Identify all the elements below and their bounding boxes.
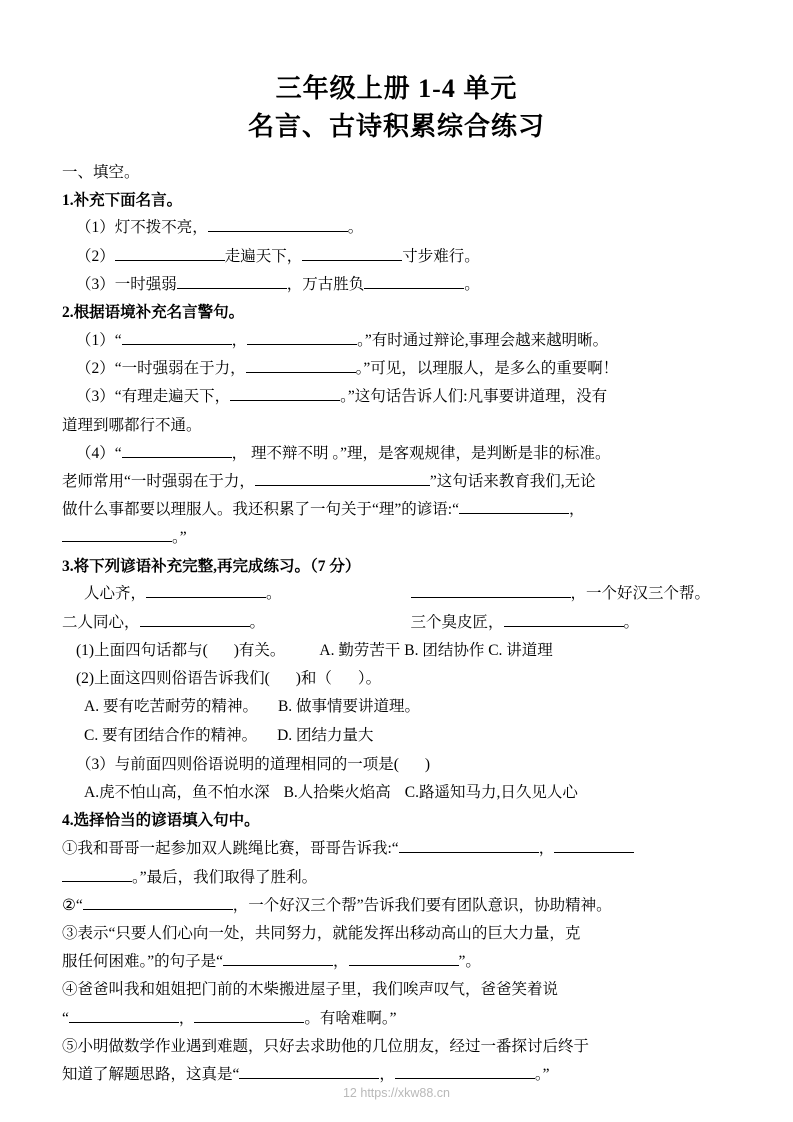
q3-sub-1-options[interactable]: A. 勤劳苦干 B. 团结协作 C. 讲道理 xyxy=(319,641,553,659)
answer-blank[interactable] xyxy=(208,216,348,233)
q2-item-4-cont-1 xyxy=(62,468,731,496)
q4-item-5-text-c: ， xyxy=(379,1065,395,1083)
q3-sub-2-option-b[interactable]: B. 做事情要讲道理。 xyxy=(277,698,421,716)
q4-item-5 xyxy=(62,1033,731,1061)
answer-blank[interactable] xyxy=(255,469,430,486)
q1-item-3 xyxy=(62,271,731,299)
answer-blank[interactable] xyxy=(223,950,333,967)
q2-item-3-text-a: （3）“有理走遍天下， xyxy=(76,388,231,406)
q4-item-3-cont xyxy=(62,948,731,976)
q1-item-1-end: 。 xyxy=(347,219,364,237)
q1-item-2-text-c: 寸步难行。 xyxy=(402,247,480,265)
q2-item-4-cont-2 xyxy=(62,496,731,524)
q3-proverb-2-text: ，一个好汉三个帮。 xyxy=(570,585,711,603)
q1-item-2-text-a: （2） xyxy=(76,247,115,265)
q1-item-2-text-b: 走遍天下， xyxy=(224,247,303,265)
q3-sub-3-option-c[interactable]: C.路遥知马力,日久见人心 xyxy=(404,783,578,801)
answer-blank[interactable] xyxy=(395,1062,535,1079)
q4-item-5-cont xyxy=(62,1061,731,1089)
q3-proverb-3-text-b: 。 xyxy=(249,613,266,631)
q3-proverb-row-1 xyxy=(62,580,731,608)
q3-sub-3-text-a: （3）与前面四则俗语说明的道理相同的一项是( xyxy=(76,755,399,773)
q2-item-2-text-b: 。”可见，以理服人，是多么的重要啊！ xyxy=(355,360,619,378)
q2-item-4-cont-text-e: 。” xyxy=(172,529,187,547)
q4-item-3-text-a: ③表示“只要人们心向一处，共同努力，就能发挥出移动高山的巨大力量，克 xyxy=(62,924,581,942)
answer-blank[interactable] xyxy=(554,837,634,854)
q3-sub-3-text-b: ) xyxy=(424,755,431,773)
page-title-line-2: 名言、古诗积累综合练习 xyxy=(247,111,545,141)
q2-item-4-text-b: ， 理不辩不明 。”理，是客观规律，是判断是非的标准。 xyxy=(231,444,611,462)
q4-item-2-text-a: ②“ xyxy=(62,896,83,914)
answer-blank[interactable] xyxy=(140,610,250,627)
answer-blank[interactable] xyxy=(177,272,287,289)
q3-sub-2-option-d[interactable]: D. 团结力量大 xyxy=(277,726,374,744)
q4-item-1 xyxy=(62,835,731,863)
q2-item-1-text-b: ， xyxy=(231,331,248,349)
q3-proverb-3-text-a: 二人同心， xyxy=(62,613,140,631)
answer-blank[interactable] xyxy=(83,893,233,910)
q3-proverb-2 xyxy=(397,580,732,608)
q2-item-4-cont-text-c: 做什么事都要以理服人。我还积累了一句关于“理”的谚语:“ xyxy=(62,501,459,519)
q4-item-1-text-b: ， xyxy=(538,840,555,858)
q4-item-5-text-b: 知道了解题思路，这真是“ xyxy=(62,1065,240,1083)
q4-item-3-text-d: ”。 xyxy=(458,953,481,971)
question-3-heading: 3.将下列谚语补充完整,再完成练习。（7 分） xyxy=(62,557,361,575)
q1-item-1 xyxy=(62,214,731,242)
answer-blank[interactable] xyxy=(246,357,356,374)
answer-blank[interactable] xyxy=(62,526,172,543)
q3-sub-1-text-a: (1)上面四句话都与( xyxy=(76,641,208,659)
answer-blank[interactable] xyxy=(230,385,340,402)
q2-item-1-text-a: （1）“ xyxy=(76,331,122,349)
q2-item-3-cont: 道理到哪都行不通。 xyxy=(62,416,202,434)
q4-item-4-cont xyxy=(62,1005,731,1033)
page-title-line-1: 三年级上册 1-4 单元 xyxy=(275,74,518,103)
q4-item-3 xyxy=(62,920,731,948)
q4-item-1-text-c: 。”最后，我们取得了胜利。 xyxy=(132,868,318,886)
q2-item-4-cont-3 xyxy=(62,524,731,552)
answer-blank[interactable] xyxy=(69,1006,179,1023)
q3-sub-2-option-c[interactable]: C. 要有团结合作的精神。 xyxy=(84,726,258,744)
q2-item-1-text-c: 。”有时通过辩论,事理会越来越明晰。 xyxy=(357,331,609,349)
answer-blank[interactable] xyxy=(364,272,464,289)
q3-proverb-4 xyxy=(397,609,732,637)
q3-sub-2-text-c: ）。 xyxy=(357,670,382,688)
q3-proverb-1-text-b: 。 xyxy=(266,585,282,603)
q4-item-5-text-a: ⑤小明做数学作业遇到难题，只好去求助他的几位朋友，经过一番探讨后终于 xyxy=(62,1037,590,1055)
answer-blank[interactable] xyxy=(504,610,624,627)
question-4-heading: 4.选择恰当的谚语填入句中。 xyxy=(62,812,260,830)
answer-blank[interactable] xyxy=(194,1006,304,1023)
q3-proverb-1-text-a: 人心齐， xyxy=(84,585,147,603)
page-footer: 12 https://xkw88.cn xyxy=(342,1086,450,1100)
answer-blank[interactable] xyxy=(302,244,402,261)
q1-item-1-text: （1）灯不拨不亮， xyxy=(76,219,208,237)
q2-item-3-text-b: 。”这句话告诉人们:凡事要讲道理，没有 xyxy=(340,388,608,406)
q3-sub-3-option-a[interactable]: A.虎不怕山高，鱼不怕水深 xyxy=(84,783,270,801)
answer-blank[interactable] xyxy=(399,837,539,854)
q2-item-2-text-a: （2）“一时强弱在于力， xyxy=(76,360,246,378)
q2-item-4-text-a: （4）“ xyxy=(76,444,122,462)
answer-blank[interactable] xyxy=(247,328,357,345)
question-2-heading: 2.根据语境补充名言警句。 xyxy=(62,304,245,321)
answer-blank[interactable] xyxy=(62,865,132,882)
q4-item-1-text-a: ①我和哥哥一起参加双人跳绳比赛，哥哥告诉我:“ xyxy=(62,840,399,858)
q3-proverb-4-text-b: 。 xyxy=(623,613,640,631)
answer-blank[interactable] xyxy=(115,244,225,261)
q3-proverb-row-2 xyxy=(62,609,731,637)
q3-sub-2-options-row-1 xyxy=(62,693,731,722)
q3-sub-2-options-row-2 xyxy=(62,722,731,751)
answer-blank[interactable] xyxy=(459,498,569,515)
q2-item-4-cont-text-b: ”这句话来教育我们,无论 xyxy=(429,472,596,490)
q3-proverb-4-text-a: 三个臭皮匠， xyxy=(410,613,504,631)
answer-blank[interactable] xyxy=(349,950,459,967)
q4-item-3-text-b: 服任何困难。”的句子是“ xyxy=(62,953,224,971)
q2-item-2 xyxy=(62,355,731,383)
q3-sub-3-option-b[interactable]: B.人拾柴火焰高 xyxy=(283,783,391,801)
q1-item-3-text-c: 。 xyxy=(464,275,480,293)
q4-item-5-text-d: 。” xyxy=(534,1065,550,1083)
q3-proverb-1 xyxy=(62,580,397,608)
q4-item-4-text-b: “ xyxy=(62,1009,69,1027)
q3-sub-3-options-row xyxy=(62,779,731,808)
q1-item-3-text-b: ，万古胜负 xyxy=(286,275,365,293)
q3-sub-2-text-a: (2)上面这四则俗语告诉我们( xyxy=(76,670,270,688)
q3-sub-1-text-b: )有关。 xyxy=(233,641,286,659)
q4-item-1-cont xyxy=(62,864,731,892)
q3-sub-2-text-b: )和（ xyxy=(295,670,332,688)
answer-blank[interactable] xyxy=(411,582,571,599)
q3-sub-1 xyxy=(62,637,731,665)
q4-item-2-text-b: ，一个好汉三个帮”告诉我们要有团队意识，协助精神。 xyxy=(232,896,612,914)
answer-blank[interactable] xyxy=(122,328,232,345)
q2-item-4 xyxy=(62,440,731,468)
answer-blank[interactable] xyxy=(122,441,232,458)
q3-sub-2-option-a[interactable]: A. 要有吃苦耐劳的精神。 xyxy=(84,698,258,716)
q3-sub-2 xyxy=(62,665,731,693)
q4-item-4 xyxy=(62,976,731,1004)
q2-item-3 xyxy=(62,383,731,411)
q2-item-1 xyxy=(62,327,731,355)
question-1-heading: 1.补充下面名言。 xyxy=(62,191,183,209)
q3-proverb-3 xyxy=(62,609,397,637)
answer-blank[interactable] xyxy=(146,582,266,599)
q4-item-4-text-d: 。有啥难啊。” xyxy=(304,1009,397,1027)
q4-item-3-text-c: ， xyxy=(333,953,349,971)
q1-item-2 xyxy=(62,243,731,271)
q2-item-4-cont-text-a: 老师常用“一时强弱在于力， xyxy=(62,472,255,490)
q4-item-4-text-c: ， xyxy=(178,1009,195,1027)
q2-item-4-cont-text-d: ， xyxy=(568,501,585,519)
title-block xyxy=(62,70,731,145)
q4-item-4-text-a: ④爸爸叫我和姐姐把门前的木柴搬进屋子里，我们唉声叹气，爸爸笑着说 xyxy=(62,981,559,999)
section-1-heading: 一、填空。 xyxy=(62,164,140,182)
answer-blank[interactable] xyxy=(239,1062,379,1079)
q1-item-3-text-a: （3）一时强弱 xyxy=(76,275,177,293)
q3-sub-3 xyxy=(62,751,731,779)
q4-item-2 xyxy=(62,892,731,920)
